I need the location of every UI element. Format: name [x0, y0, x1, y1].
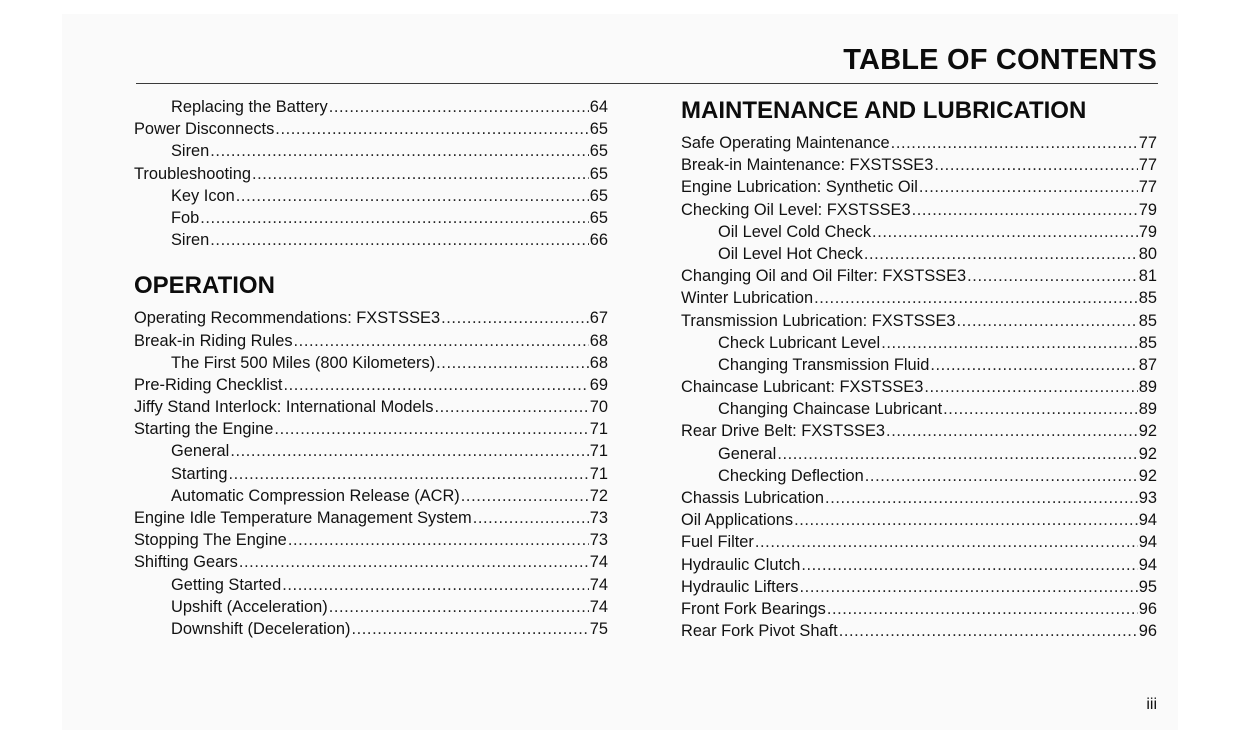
- toc-entry-label: Rear Drive Belt: FXSTSSE3: [681, 422, 886, 441]
- toc-entry-page: 80: [1138, 244, 1157, 263]
- toc-entry-label: Transmission Lubrication: FXSTSSE3: [681, 311, 956, 330]
- toc-entry[interactable]: [681, 243, 1157, 265]
- toc-entry[interactable]: [134, 396, 608, 418]
- dot-leader: [461, 485, 589, 507]
- toc-entry-page: 65: [589, 164, 608, 183]
- dot-leader: [441, 307, 589, 329]
- toc-entry[interactable]: [681, 132, 1157, 154]
- toc-entry-label: Automatic Compression Release (ACR): [171, 486, 460, 505]
- toc-entry-page: 77: [1138, 156, 1157, 175]
- toc-entry-label: Starting the Engine: [134, 420, 274, 439]
- toc-entry-page: 77: [1138, 134, 1157, 152]
- toc-entry-page: 66: [589, 231, 608, 250]
- toc-entry-label: Oil Level Cold Check: [718, 222, 872, 241]
- toc-entry[interactable]: [681, 310, 1157, 332]
- toc-entry-label: Oil Level Hot Check: [718, 244, 863, 263]
- toc-entry-page: 96: [1138, 599, 1157, 618]
- toc-entry[interactable]: [134, 418, 608, 440]
- toc-entry-page: 72: [589, 486, 608, 505]
- toc-entry[interactable]: [681, 487, 1157, 509]
- dot-leader: [283, 374, 588, 396]
- toc-entry-label: Starting: [171, 464, 228, 483]
- toc-entry-page: 92: [1138, 422, 1157, 441]
- dot-leader: [755, 531, 1138, 553]
- toc-entry[interactable]: [134, 596, 608, 618]
- toc-entry-label: Chaincase Lubricant: FXSTSSE3: [681, 378, 924, 397]
- toc-entry-page: 69: [589, 375, 608, 394]
- toc-entry-label: The First 500 Miles (800 Kilometers): [171, 353, 436, 372]
- toc-entry[interactable]: [681, 354, 1157, 376]
- dot-leader: [275, 118, 588, 140]
- dot-leader: [930, 354, 1137, 376]
- dot-leader: [957, 310, 1138, 332]
- toc-entry-label: Break-in Riding Rules: [134, 331, 293, 350]
- toc-entry[interactable]: [134, 529, 608, 551]
- dot-leader: [864, 243, 1138, 265]
- toc-entry-label: Getting Started: [171, 575, 282, 594]
- toc-entry[interactable]: [681, 376, 1157, 398]
- toc-entry-page: 94: [1138, 511, 1157, 530]
- section-heading-operation: OPERATION: [134, 272, 275, 300]
- toc-entry[interactable]: [134, 96, 608, 118]
- toc-entry-page: 89: [1138, 378, 1157, 397]
- toc-entry-page: 65: [589, 208, 608, 227]
- toc-entry-label: Checking Oil Level: FXSTSSE3: [681, 200, 911, 219]
- toc-entry-page: 73: [589, 531, 608, 550]
- dot-leader: [329, 596, 589, 618]
- dot-leader: [825, 487, 1138, 509]
- toc-entry-label: Changing Transmission Fluid: [718, 355, 930, 374]
- dot-leader: [839, 620, 1138, 642]
- toc-entry[interactable]: [681, 287, 1157, 309]
- toc-entry[interactable]: [134, 163, 608, 185]
- toc-entry-page: 93: [1138, 489, 1157, 507]
- dot-leader: [210, 140, 589, 162]
- dot-leader: [800, 576, 1138, 598]
- dot-leader: [351, 618, 588, 640]
- toc-entry[interactable]: [681, 265, 1157, 287]
- toc-entry-label: Siren: [171, 142, 210, 161]
- toc-entry[interactable]: [134, 118, 608, 140]
- toc-entry-label: Rear Fork Pivot Shaft: [681, 622, 838, 641]
- toc-entry-page: 95: [1138, 577, 1157, 596]
- toc-entry-label: Pre-Riding Checklist: [134, 375, 283, 394]
- dot-leader: [814, 287, 1138, 309]
- toc-entry-page: 89: [1138, 400, 1157, 419]
- toc-entry-label: Oil Applications: [681, 511, 794, 530]
- dot-leader: [967, 265, 1138, 287]
- toc-entry-page: 71: [589, 420, 608, 439]
- toc-entry-label: Key Icon: [171, 186, 235, 205]
- toc-entry-page: 92: [1138, 466, 1157, 485]
- toc-entry[interactable]: [134, 352, 608, 374]
- toc-entry-page: 65: [589, 142, 608, 161]
- dot-leader: [236, 185, 589, 207]
- toc-entry-label: Front Fork Bearings: [681, 599, 826, 618]
- toc-entry-page: 70: [589, 398, 608, 417]
- toc-entry-label: Stopping The Engine: [134, 531, 287, 550]
- toc-entry-label: Fob: [171, 208, 200, 227]
- toc-entry-page: 85: [1138, 311, 1157, 330]
- toc-entry[interactable]: [681, 620, 1157, 642]
- toc-entry-page: 75: [589, 619, 608, 638]
- dot-leader: [210, 229, 589, 251]
- toc-entry-label: Operating Recommendations: FXSTSSE3: [134, 309, 441, 328]
- page-title: TABLE OF CONTENTS: [843, 44, 1157, 76]
- dot-leader: [886, 420, 1138, 442]
- toc-entry-label: Chassis Lubrication: [681, 489, 825, 507]
- toc-entry-page: 96: [1138, 622, 1157, 641]
- toc-entry-label: Engine Idle Temperature Management System: [134, 509, 472, 527]
- toc-entry[interactable]: [134, 618, 608, 640]
- toc-entry[interactable]: [681, 576, 1157, 598]
- dot-leader: [801, 554, 1137, 576]
- toc-entry-page: 65: [589, 186, 608, 205]
- operation-entries: [134, 307, 608, 640]
- toc-entry-page: 74: [589, 553, 608, 572]
- dot-leader: [436, 352, 589, 374]
- dot-leader: [329, 96, 589, 118]
- toc-entry-page: 74: [589, 597, 608, 616]
- toc-entry-page: 79: [1138, 200, 1157, 219]
- dot-leader: [794, 509, 1138, 531]
- toc-entry[interactable]: [134, 140, 608, 162]
- toc-entry-page: 79: [1138, 222, 1157, 241]
- toc-entry-page: 94: [1138, 533, 1157, 552]
- header-divider: [136, 83, 1158, 84]
- dot-leader: [934, 154, 1137, 176]
- toc-entry-label: Fuel Filter: [681, 533, 754, 552]
- dot-leader: [252, 163, 589, 185]
- toc-entry[interactable]: [681, 554, 1157, 576]
- toc-entry[interactable]: [134, 307, 608, 329]
- toc-entry-page: 71: [589, 442, 608, 461]
- dot-leader: [274, 418, 588, 440]
- toc-entry[interactable]: [134, 207, 608, 229]
- dot-leader: [229, 463, 589, 485]
- toc-entry[interactable]: [681, 443, 1157, 465]
- dot-leader: [881, 332, 1138, 354]
- toc-entry-label: Troubleshooting: [134, 164, 251, 183]
- toc-entry-label: Checking Deflection: [718, 466, 864, 485]
- toc-entry-label: General: [718, 444, 777, 463]
- toc-entry[interactable]: [134, 374, 608, 396]
- dot-leader: [239, 551, 589, 573]
- dot-leader: [891, 132, 1138, 154]
- dot-leader: [912, 199, 1138, 221]
- dot-leader: [865, 465, 1138, 487]
- toc-entry-page: 68: [589, 331, 608, 350]
- toc-entry[interactable]: [681, 420, 1157, 442]
- toc-entry-label: Changing Oil and Oil Filter: FXSTSSE3: [681, 267, 967, 286]
- toc-entry-page: 73: [589, 509, 608, 527]
- toc-entry-label: Replacing the Battery: [171, 98, 328, 116]
- toc-entry[interactable]: [681, 154, 1157, 176]
- dot-leader: [434, 396, 588, 418]
- toc-entry[interactable]: [681, 465, 1157, 487]
- toc-entry-page: 94: [1138, 555, 1157, 574]
- dot-leader: [294, 330, 589, 352]
- toc-entry-page: 68: [589, 353, 608, 372]
- dot-leader: [282, 574, 589, 596]
- toc-entry[interactable]: [134, 229, 608, 251]
- toc-entry-label: Power Disconnects: [134, 120, 275, 139]
- toc-entry[interactable]: [134, 574, 608, 596]
- dot-leader: [919, 176, 1138, 198]
- toc-entry[interactable]: [681, 176, 1157, 198]
- dot-leader: [288, 529, 589, 551]
- toc-entry[interactable]: [681, 509, 1157, 531]
- toc-entry-page: 87: [1138, 355, 1157, 374]
- toc-entry-page: 85: [1138, 289, 1157, 308]
- toc-entry[interactable]: [134, 551, 608, 573]
- dot-leader: [230, 440, 588, 462]
- toc-entry[interactable]: [134, 485, 608, 507]
- dot-leader: [924, 376, 1137, 398]
- section-heading-maintenance: MAINTENANCE AND LUBRICATION: [681, 97, 1087, 124]
- dot-leader: [777, 443, 1137, 465]
- toc-entry-label: Break-in Maintenance: FXSTSSE3: [681, 156, 934, 175]
- toc-entry[interactable]: [134, 330, 608, 352]
- toc-entry-label: Hydraulic Clutch: [681, 555, 801, 574]
- toc-entry-label: Winter Lubrication: [681, 289, 814, 308]
- toc-entry-label: Safe Operating Maintenance: [681, 134, 890, 152]
- toc-entry[interactable]: [134, 463, 608, 485]
- toc-entry-label: Engine Lubrication: Synthetic Oil: [681, 178, 918, 197]
- dot-leader: [827, 598, 1138, 620]
- dot-leader: [872, 221, 1138, 243]
- toc-entry-label: Siren: [171, 231, 210, 250]
- toc-entry-page: 85: [1138, 333, 1157, 352]
- toc-entry[interactable]: [134, 507, 608, 529]
- toc-entry[interactable]: [681, 398, 1157, 420]
- toc-entry-label: Jiffy Stand Interlock: International Models: [134, 398, 434, 417]
- toc-entry[interactable]: [134, 440, 608, 462]
- toc-entry-label: Hydraulic Lifters: [681, 577, 799, 596]
- toc-entry-label: Upshift (Acceleration): [171, 597, 328, 616]
- toc-entry[interactable]: [681, 332, 1157, 354]
- toc-entry-page: 67: [589, 309, 608, 328]
- dot-leader: [943, 398, 1138, 420]
- right-column: [681, 96, 1157, 642]
- page-number: iii: [1146, 696, 1157, 713]
- toc-entry-page: 81: [1138, 267, 1157, 286]
- toc-entry[interactable]: [134, 185, 608, 207]
- toc-entry-label: General: [171, 442, 230, 461]
- dot-leader: [200, 207, 589, 229]
- toc-entry-page: 65: [589, 120, 608, 139]
- dot-leader: [473, 507, 589, 529]
- toc-entry[interactable]: [681, 531, 1157, 553]
- toc-entry[interactable]: [681, 199, 1157, 221]
- toc-entry-page: 71: [589, 464, 608, 483]
- continued-entries: [134, 96, 608, 251]
- toc-entry-label: Changing Chaincase Lubricant: [718, 400, 943, 419]
- toc-entry-page: 64: [589, 98, 608, 116]
- toc-entry-label: Check Lubricant Level: [718, 333, 881, 352]
- toc-entry[interactable]: [681, 221, 1157, 243]
- left-column: [134, 96, 608, 640]
- maintenance-entries: [681, 132, 1157, 642]
- toc-entry-page: 74: [589, 575, 608, 594]
- toc-entry-page: 77: [1138, 178, 1157, 197]
- toc-entry-label: Shifting Gears: [134, 553, 238, 572]
- toc-entry[interactable]: [681, 598, 1157, 620]
- toc-entry-page: 92: [1138, 444, 1157, 463]
- toc-entry-label: Downshift (Deceleration): [171, 619, 351, 638]
